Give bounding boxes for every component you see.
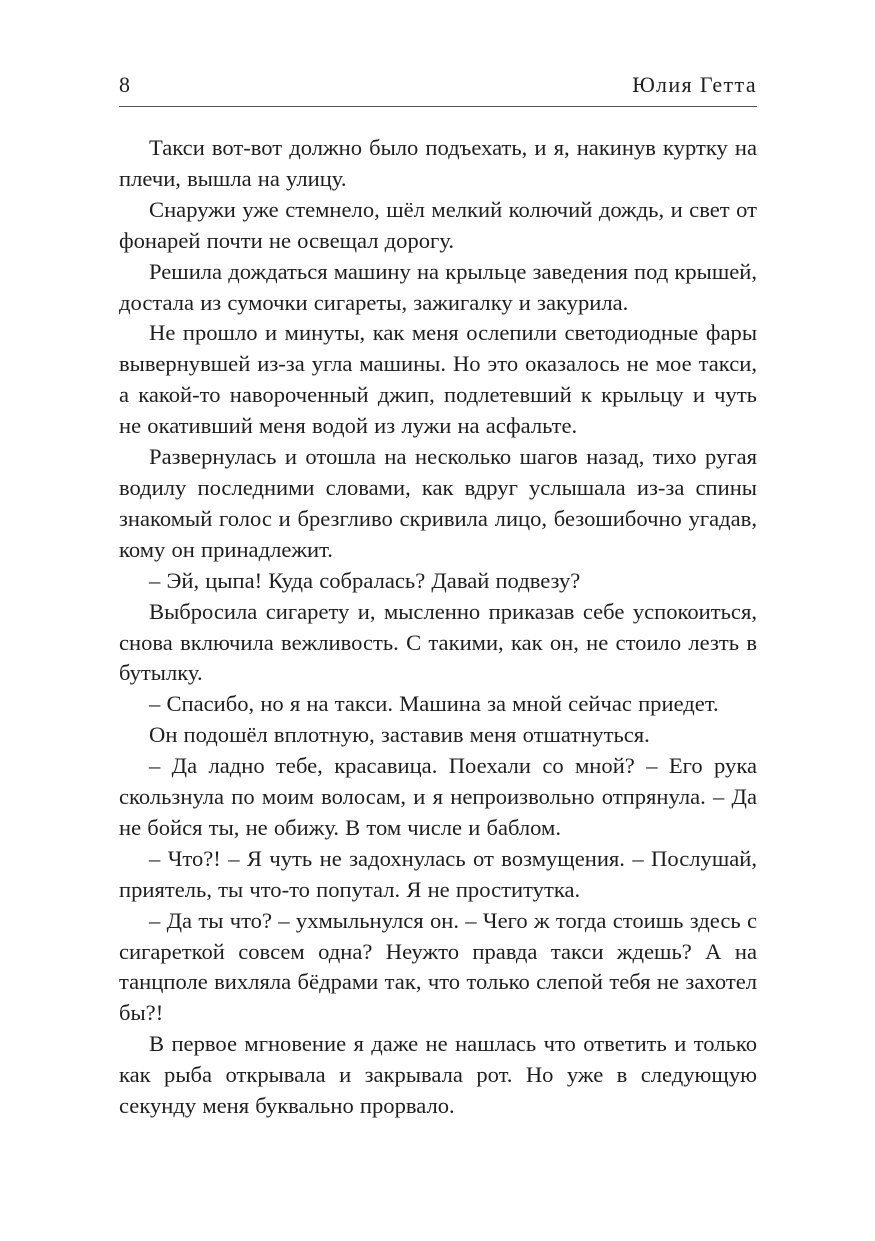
dialogue-line: – Да ладно тебе, красавица. Поехали со мной? – Его рука скользнула по моим волосам, и я непроизвольно отпрянула. – Да не бойся ты, не обижу. В том числе и баблом.	[119, 753, 757, 840]
paragraph: Такси вот-вот должно было подъехать, и я, накинув куртку на плечи, вышла на улицу.	[119, 135, 757, 191]
page-header	[119, 70, 757, 102]
page-number: 8	[119, 72, 130, 97]
dialogue-line: – Что?! – Я чуть не задохнулась от возмущения. – Послушай, приятель, ты что-то попутал. Я не проститутка.	[119, 845, 757, 902]
paragraph: В первое мгновение я даже не нашлась что ответить и только как рыба открывала и закрывала рот. Но уже в следующую секунду меня буквально прорвало.	[119, 1031, 757, 1119]
header-divider	[119, 106, 757, 107]
paragraph: Выбросила сигарету и, мысленно приказав себе успокоиться, снова включила вежливость. С такими, как он, не стоило лезть в бутылку.	[119, 598, 757, 686]
paragraph: Развернулась и отошла на несколько шагов назад, тихо ругая водилу последними словами, как вдруг услышала из-за спины знакомый голос и брезгливо скривила лицо, безошибочно угадав, кому он принадлежит.	[119, 444, 757, 562]
dialogue-line: – Эй, цыпа! Куда собралась? Давай подвезу?	[149, 567, 581, 593]
paragraph: Он подошёл вплотную, заставив меня отшатнуться.	[149, 722, 650, 748]
dialogue-line: – Да ты что? – ухмыльнулся он. – Чего ж тогда стоишь здесь с сигареткой совсем одна? Неужто правда такси ждешь? А на танцполе вихляла бёдрами так, что только слепой тебя не захотел бы?!	[119, 907, 757, 1026]
paragraph: Не прошло и минуты, как меня ослепили светодиодные фары вывернувшей из-за угла машины. Но это оказалось не мое такси, а какой-то навороченный джип, подлетевший к крыльцу и чуть не окативший меня водой из лужи на асфальте.	[119, 320, 757, 439]
dialogue-line: – Спасибо, но я на такси. Машина за мной сейчас приедет.	[149, 691, 719, 717]
body-text	[119, 133, 757, 1122]
paragraph: Снаружи уже стемнело, шёл мелкий колючий дождь, и свет от фонарей почти не освещал дорогу.	[119, 196, 757, 253]
paragraph: Решила дождаться машину на крыльце заведения под крышей, достала из сумочки сигареты, зажигалку и закурила.	[119, 258, 757, 315]
running-title: Юлия Гетта	[632, 72, 757, 97]
